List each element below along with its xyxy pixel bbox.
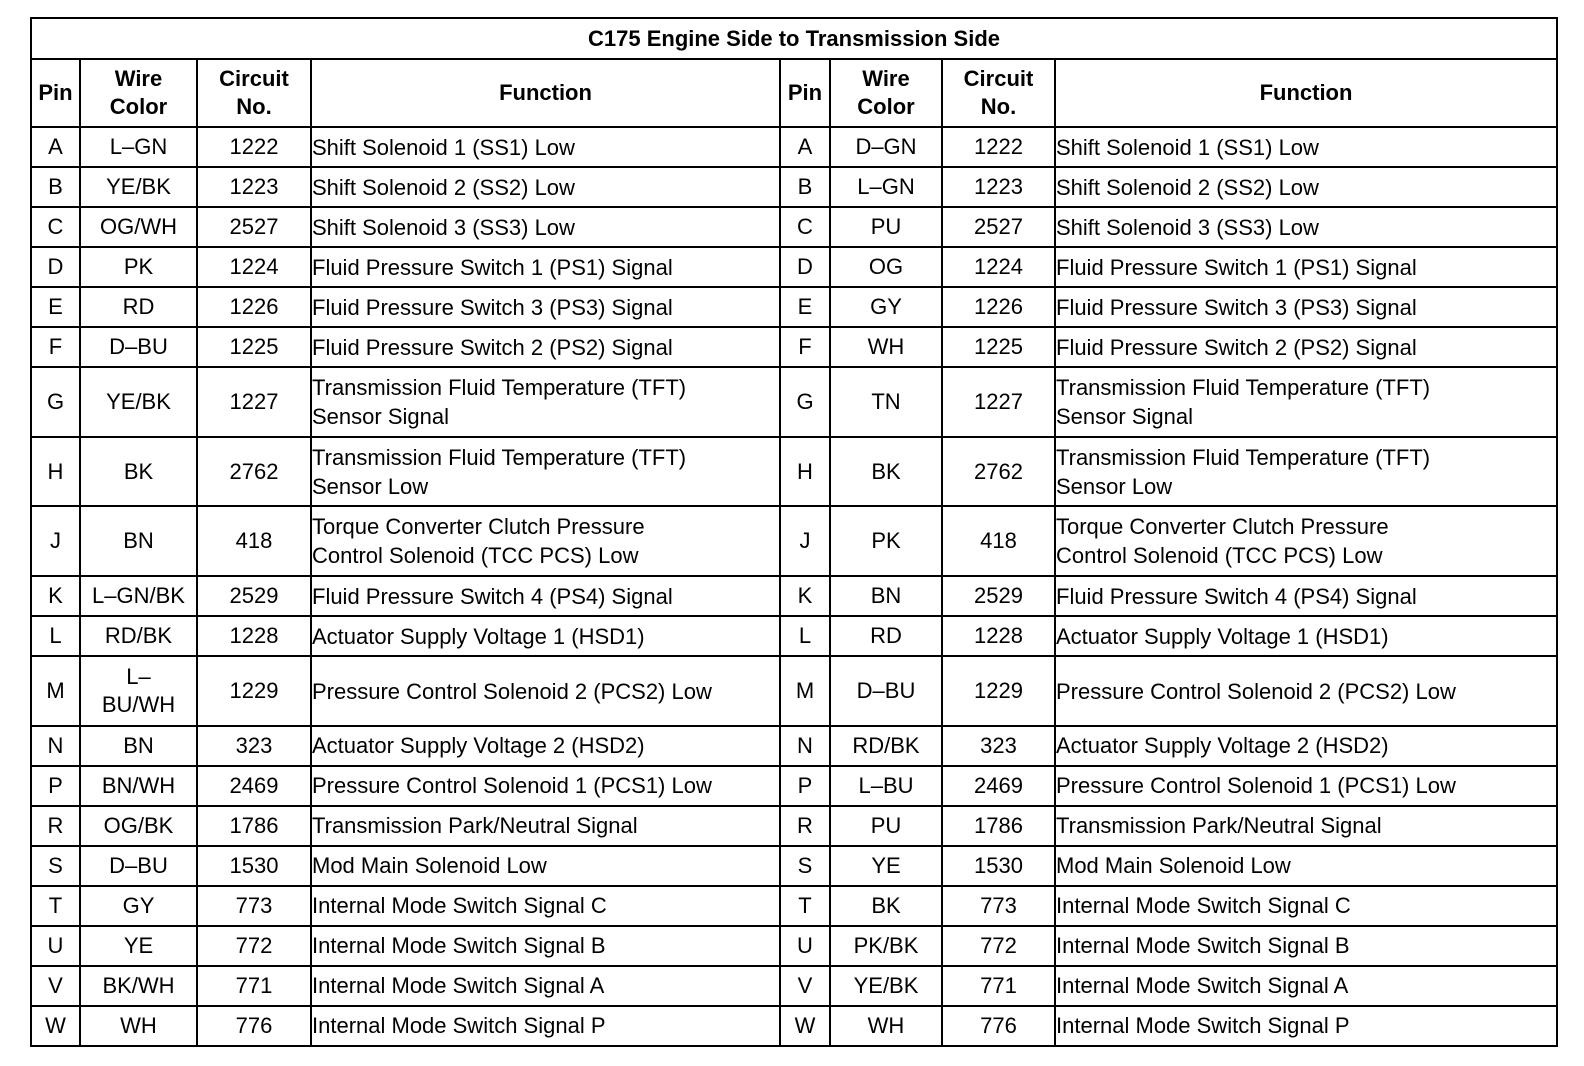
wire-color-cell: WH xyxy=(830,1006,942,1046)
function-cell: Fluid Pressure Switch 1 (PS1) Signal xyxy=(311,247,780,287)
function-cell: Pressure Control Solenoid 1 (PCS1) Low xyxy=(1055,766,1557,806)
wire-color-cell: D–BU xyxy=(830,656,942,726)
circuit-cell: 1227 xyxy=(942,367,1055,437)
table-row xyxy=(31,167,1557,207)
table-row xyxy=(31,247,1557,287)
function-cell: Transmission Fluid Temperature (TFT) Sensor Low xyxy=(311,437,780,507)
wire-color-cell: OG/WH xyxy=(80,207,197,247)
header-wire-color-transmission: Wire Color xyxy=(830,59,942,127)
function-cell: Internal Mode Switch Signal C xyxy=(1055,886,1557,926)
function-cell: Internal Mode Switch Signal P xyxy=(311,1006,780,1046)
column-header-row xyxy=(31,59,1557,127)
pin-cell: K xyxy=(31,576,80,616)
wire-color-cell: TN xyxy=(830,367,942,437)
pin-cell: R xyxy=(780,806,830,846)
function-cell: Fluid Pressure Switch 2 (PS2) Signal xyxy=(311,327,780,367)
pin-cell: T xyxy=(780,886,830,926)
connector-pinout-table xyxy=(30,17,1558,1047)
pin-cell: P xyxy=(31,766,80,806)
function-cell: Shift Solenoid 3 (SS3) Low xyxy=(311,207,780,247)
circuit-cell: 418 xyxy=(197,506,311,576)
table-row xyxy=(31,726,1557,766)
pin-cell: W xyxy=(31,1006,80,1046)
circuit-cell: 1227 xyxy=(197,367,311,437)
pin-cell: D xyxy=(31,247,80,287)
wire-color-cell: D–BU xyxy=(80,327,197,367)
function-cell: Pressure Control Solenoid 1 (PCS1) Low xyxy=(311,766,780,806)
circuit-cell: 1228 xyxy=(197,616,311,656)
pin-cell: E xyxy=(780,287,830,327)
table-row xyxy=(31,437,1557,507)
function-cell: Mod Main Solenoid Low xyxy=(1055,846,1557,886)
function-cell: Internal Mode Switch Signal C xyxy=(311,886,780,926)
pin-cell: M xyxy=(780,656,830,726)
pin-cell: C xyxy=(31,207,80,247)
pin-cell: V xyxy=(31,966,80,1006)
function-cell: Fluid Pressure Switch 1 (PS1) Signal xyxy=(1055,247,1557,287)
wire-color-cell: D–BU xyxy=(80,846,197,886)
wire-color-cell: OG xyxy=(830,247,942,287)
circuit-cell: 1229 xyxy=(197,656,311,726)
wire-color-cell: GY xyxy=(830,287,942,327)
function-cell: Internal Mode Switch Signal A xyxy=(1055,966,1557,1006)
wire-color-cell: BK xyxy=(80,437,197,507)
wire-color-cell: BN xyxy=(80,506,197,576)
table-row xyxy=(31,766,1557,806)
table-row xyxy=(31,127,1557,167)
pin-cell: R xyxy=(31,806,80,846)
function-cell: Fluid Pressure Switch 3 (PS3) Signal xyxy=(311,287,780,327)
pin-cell: G xyxy=(31,367,80,437)
circuit-cell: 1530 xyxy=(197,846,311,886)
pin-cell: V xyxy=(780,966,830,1006)
wire-color-cell: YE xyxy=(80,926,197,966)
circuit-cell: 323 xyxy=(942,726,1055,766)
pin-cell: W xyxy=(780,1006,830,1046)
circuit-cell: 418 xyxy=(942,506,1055,576)
pin-cell: U xyxy=(780,926,830,966)
table-row xyxy=(31,656,1557,726)
function-cell: Transmission Park/Neutral Signal xyxy=(1055,806,1557,846)
circuit-cell: 1786 xyxy=(942,806,1055,846)
circuit-cell: 1530 xyxy=(942,846,1055,886)
function-cell: Shift Solenoid 2 (SS2) Low xyxy=(311,167,780,207)
wire-color-cell: BN/WH xyxy=(80,766,197,806)
wire-color-cell: RD/BK xyxy=(830,726,942,766)
circuit-cell: 2529 xyxy=(197,576,311,616)
pin-cell: H xyxy=(31,437,80,507)
wire-color-cell: WH xyxy=(830,327,942,367)
function-cell: Mod Main Solenoid Low xyxy=(311,846,780,886)
header-wire-color-engine: Wire Color xyxy=(80,59,197,127)
pin-cell: G xyxy=(780,367,830,437)
pin-cell: B xyxy=(780,167,830,207)
function-cell: Torque Converter Clutch Pressure Control Solenoid (TCC PCS) Low xyxy=(311,506,780,576)
wire-color-cell: PK/BK xyxy=(830,926,942,966)
function-cell: Transmission Fluid Temperature (TFT) Sensor Signal xyxy=(311,367,780,437)
function-cell: Fluid Pressure Switch 4 (PS4) Signal xyxy=(1055,576,1557,616)
circuit-cell: 2469 xyxy=(197,766,311,806)
pin-cell: J xyxy=(780,506,830,576)
wire-color-cell: L–GN xyxy=(80,127,197,167)
circuit-cell: 1226 xyxy=(942,287,1055,327)
wire-color-cell: RD xyxy=(80,287,197,327)
circuit-cell: 1225 xyxy=(942,327,1055,367)
circuit-cell: 2527 xyxy=(942,207,1055,247)
pin-cell: T xyxy=(31,886,80,926)
circuit-cell: 771 xyxy=(197,966,311,1006)
function-cell: Fluid Pressure Switch 4 (PS4) Signal xyxy=(311,576,780,616)
function-cell: Internal Mode Switch Signal B xyxy=(1055,926,1557,966)
table-row xyxy=(31,1006,1557,1046)
circuit-cell: 771 xyxy=(942,966,1055,1006)
function-cell: Transmission Fluid Temperature (TFT) Sensor Low xyxy=(1055,437,1557,507)
function-cell: Internal Mode Switch Signal B xyxy=(311,926,780,966)
pin-cell: A xyxy=(31,127,80,167)
table-row xyxy=(31,806,1557,846)
wire-color-cell: YE/BK xyxy=(830,966,942,1006)
function-cell: Internal Mode Switch Signal A xyxy=(311,966,780,1006)
circuit-cell: 1228 xyxy=(942,616,1055,656)
header-pin-transmission: Pin xyxy=(780,59,830,127)
wire-color-cell: YE/BK xyxy=(80,367,197,437)
wire-color-cell: GY xyxy=(80,886,197,926)
table-row xyxy=(31,966,1557,1006)
pin-cell: D xyxy=(780,247,830,287)
circuit-cell: 1226 xyxy=(197,287,311,327)
wire-color-cell: PK xyxy=(830,506,942,576)
table-row xyxy=(31,846,1557,886)
wire-color-cell: PU xyxy=(830,806,942,846)
wire-color-cell: L– BU/WH xyxy=(80,656,197,726)
pin-cell: C xyxy=(780,207,830,247)
function-cell: Actuator Supply Voltage 1 (HSD1) xyxy=(311,616,780,656)
wire-color-cell: YE xyxy=(830,846,942,886)
wire-color-cell: BN xyxy=(830,576,942,616)
function-cell: Actuator Supply Voltage 2 (HSD2) xyxy=(311,726,780,766)
circuit-cell: 1786 xyxy=(197,806,311,846)
pin-cell: P xyxy=(780,766,830,806)
wire-color-cell: PK xyxy=(80,247,197,287)
function-cell: Transmission Park/Neutral Signal xyxy=(311,806,780,846)
header-circuit-engine: Circuit No. xyxy=(197,59,311,127)
circuit-cell: 1223 xyxy=(197,167,311,207)
circuit-cell: 1224 xyxy=(197,247,311,287)
circuit-cell: 773 xyxy=(942,886,1055,926)
function-cell: Internal Mode Switch Signal P xyxy=(1055,1006,1557,1046)
circuit-cell: 1224 xyxy=(942,247,1055,287)
circuit-cell: 323 xyxy=(197,726,311,766)
pin-cell: B xyxy=(31,167,80,207)
circuit-cell: 2529 xyxy=(942,576,1055,616)
wire-color-cell: RD/BK xyxy=(80,616,197,656)
table-row xyxy=(31,886,1557,926)
function-cell: Actuator Supply Voltage 1 (HSD1) xyxy=(1055,616,1557,656)
wire-color-cell: WH xyxy=(80,1006,197,1046)
function-cell: Fluid Pressure Switch 2 (PS2) Signal xyxy=(1055,327,1557,367)
table-row xyxy=(31,506,1557,576)
circuit-cell: 773 xyxy=(197,886,311,926)
table-row xyxy=(31,207,1557,247)
pin-cell: N xyxy=(31,726,80,766)
function-cell: Torque Converter Clutch Pressure Control Solenoid (TCC PCS) Low xyxy=(1055,506,1557,576)
circuit-cell: 772 xyxy=(942,926,1055,966)
function-cell: Actuator Supply Voltage 2 (HSD2) xyxy=(1055,726,1557,766)
function-cell: Transmission Fluid Temperature (TFT) Sensor Signal xyxy=(1055,367,1557,437)
pin-cell: F xyxy=(780,327,830,367)
pin-cell: K xyxy=(780,576,830,616)
pin-cell: A xyxy=(780,127,830,167)
pin-cell: J xyxy=(31,506,80,576)
circuit-cell: 772 xyxy=(197,926,311,966)
wire-color-cell: D–GN xyxy=(830,127,942,167)
table-row xyxy=(31,367,1557,437)
header-function-transmission: Function xyxy=(1055,59,1557,127)
wire-color-cell: BK xyxy=(830,437,942,507)
circuit-cell: 1223 xyxy=(942,167,1055,207)
circuit-cell: 1229 xyxy=(942,656,1055,726)
circuit-cell: 2762 xyxy=(197,437,311,507)
pin-cell: S xyxy=(780,846,830,886)
pin-cell: M xyxy=(31,656,80,726)
pin-cell: S xyxy=(31,846,80,886)
wire-color-cell: OG/BK xyxy=(80,806,197,846)
wire-color-cell: RD xyxy=(830,616,942,656)
table-title: C175 Engine Side to Transmission Side xyxy=(31,18,1557,59)
function-cell: Shift Solenoid 1 (SS1) Low xyxy=(1055,127,1557,167)
pin-cell: L xyxy=(780,616,830,656)
table-row xyxy=(31,926,1557,966)
wire-color-cell: L–GN/BK xyxy=(80,576,197,616)
circuit-cell: 776 xyxy=(197,1006,311,1046)
wire-color-cell: BN xyxy=(80,726,197,766)
function-cell: Shift Solenoid 2 (SS2) Low xyxy=(1055,167,1557,207)
wire-color-cell: BK/WH xyxy=(80,966,197,1006)
header-circuit-transmission: Circuit No. xyxy=(942,59,1055,127)
table-row xyxy=(31,327,1557,367)
table-row xyxy=(31,576,1557,616)
pin-cell: F xyxy=(31,327,80,367)
circuit-cell: 1225 xyxy=(197,327,311,367)
circuit-cell: 2762 xyxy=(942,437,1055,507)
wire-color-cell: YE/BK xyxy=(80,167,197,207)
table-row xyxy=(31,616,1557,656)
pin-cell: L xyxy=(31,616,80,656)
wire-color-cell: BK xyxy=(830,886,942,926)
wire-color-cell: L–BU xyxy=(830,766,942,806)
circuit-cell: 776 xyxy=(942,1006,1055,1046)
wire-color-cell: PU xyxy=(830,207,942,247)
pin-cell: H xyxy=(780,437,830,507)
header-function-engine: Function xyxy=(311,59,780,127)
pin-cell: N xyxy=(780,726,830,766)
function-cell: Shift Solenoid 1 (SS1) Low xyxy=(311,127,780,167)
function-cell: Fluid Pressure Switch 3 (PS3) Signal xyxy=(1055,287,1557,327)
function-cell: Pressure Control Solenoid 2 (PCS2) Low xyxy=(311,656,780,726)
circuit-cell: 1222 xyxy=(197,127,311,167)
pin-cell: U xyxy=(31,926,80,966)
table-row xyxy=(31,287,1557,327)
wire-color-cell: L–GN xyxy=(830,167,942,207)
header-pin-engine: Pin xyxy=(31,59,80,127)
circuit-cell: 2469 xyxy=(942,766,1055,806)
circuit-cell: 2527 xyxy=(197,207,311,247)
function-cell: Pressure Control Solenoid 2 (PCS2) Low xyxy=(1055,656,1557,726)
function-cell: Shift Solenoid 3 (SS3) Low xyxy=(1055,207,1557,247)
circuit-cell: 1222 xyxy=(942,127,1055,167)
pin-cell: E xyxy=(31,287,80,327)
